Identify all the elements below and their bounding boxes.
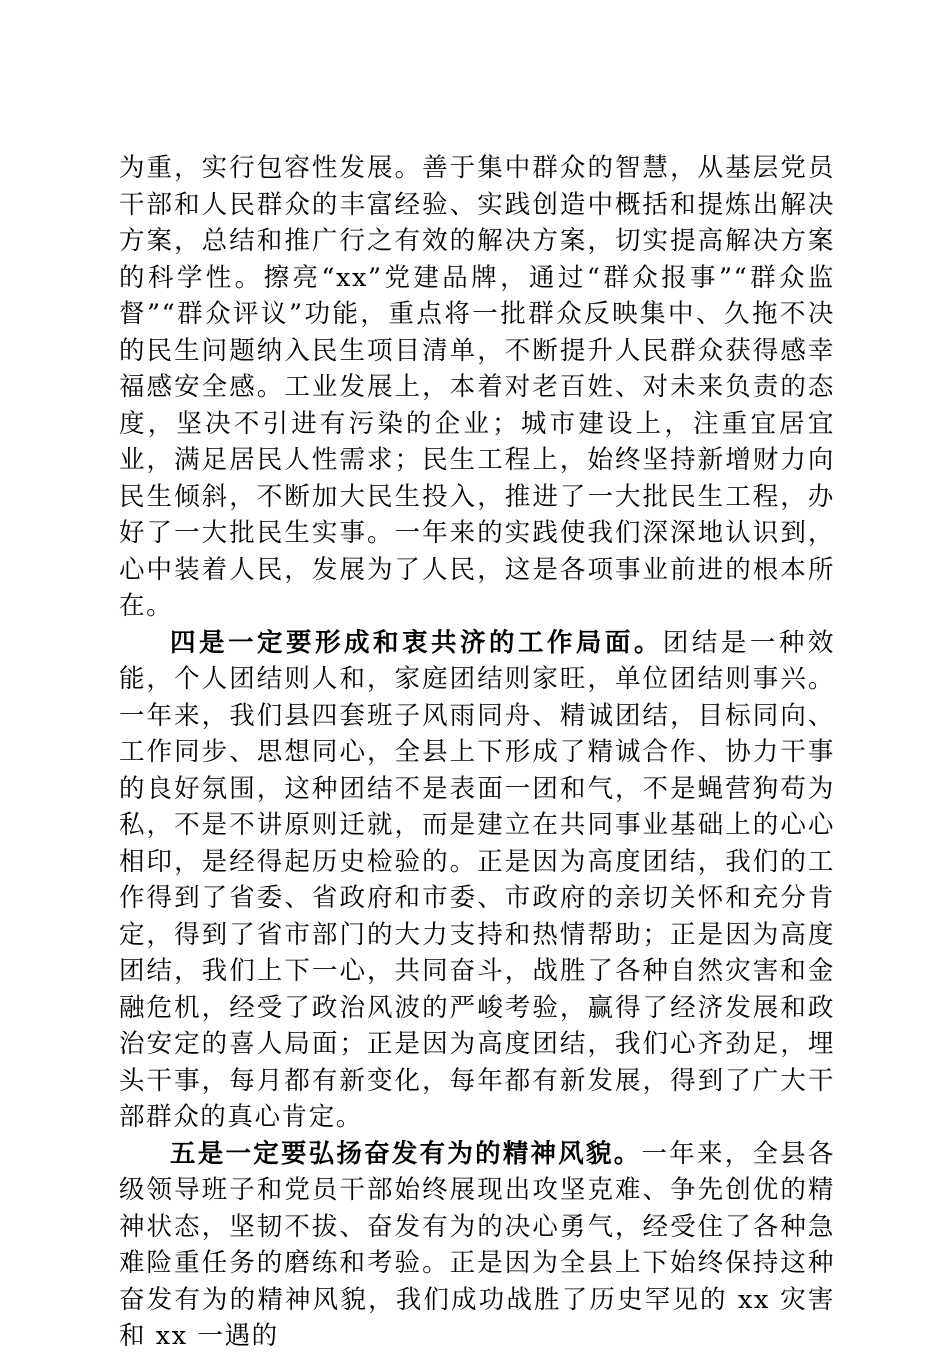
paragraph-lead-heading: 四是一定要形成和衷共济的工作局面。 — [170, 627, 663, 658]
paragraph-text: 团结是一种效能，个人团结则人和，家庭团结则家旺，单位团结则事兴。一年来，我们县四套班子风雨同舟、精诚团结，目标同向、工作同步、思想同心，全县上下形成了精诚合作、协力干事的良好氛围，这种团结不是表面一团和气，不是蝇营狗苟为私，不是不讲原则迁就，而是建立在共同事业基础上的心心相印，是经得起历史检验的。正是因为高度团结，我们的工作得到了省委、省政府和市委、市政府的亲切关怀和充分肯定，得到了省市部门的大力支持和热情帮助；正是因为高度团结，我们上下一心，共同奋斗，战胜了各种自然灾害和金融危机，经受了政治风波的严峻考验，赢得了经济发展和政治安定的喜人局面；正是因为高度团结，我们心齐劲足，埋头干事，每月都有新变化，每年都有新发展，得到了广大干部群众的真心肯定。 — [119, 627, 835, 1132]
paragraph-point-four — [119, 625, 835, 1136]
paragraph-continued — [119, 150, 835, 625]
paragraph-text: 一年来，全县各级领导班子和党员干部始终展现出攻坚克难、争先创优的精神状态，坚韧不拔、奋发有为的决心勇气，经受住了各种急难险重任务的磨练和考验。正是因为全县上下始终保持这种奋发有为的精神风貌，我们成功战胜了历史罕见的 xx 灾害和 xx 一遇的 — [119, 1138, 836, 1351]
paragraph-text: 为重，实行包容性发展。善于集中群众的智慧，从基层党员干部和人民群众的丰富经验、实践创造中概括和提炼出解决方案，总结和推广行之有效的解决方案，切实提高解决方案的科学性。擦亮“xx”党建品牌，通过“群众报事”“群众监督”“群众评议”功能，重点将一批群众反映集中、久拖不决的民生问题纳入民生项目清单，不断提升人民群众获得感幸福感安全感。工业发展上，本着对老百姓、对未来负责的态度，坚决不引进有污染的企业；城市建设上，注重宜居宜业，满足居民人性需求；民生工程上，始终坚持新增财力向民生倾斜，不断加大民生投入，推进了一大批民生工程，办好了一大批民生实事。一年来的实践使我们深深地认识到，心中装着人民，发展为了人民，这是各项事业前进的根本所在。 — [119, 153, 835, 621]
paragraph-point-five — [119, 1136, 835, 1355]
document-body — [119, 150, 835, 1355]
paragraph-lead-heading: 五是一定要弘扬奋发有为的精神风貌。 — [170, 1138, 642, 1169]
